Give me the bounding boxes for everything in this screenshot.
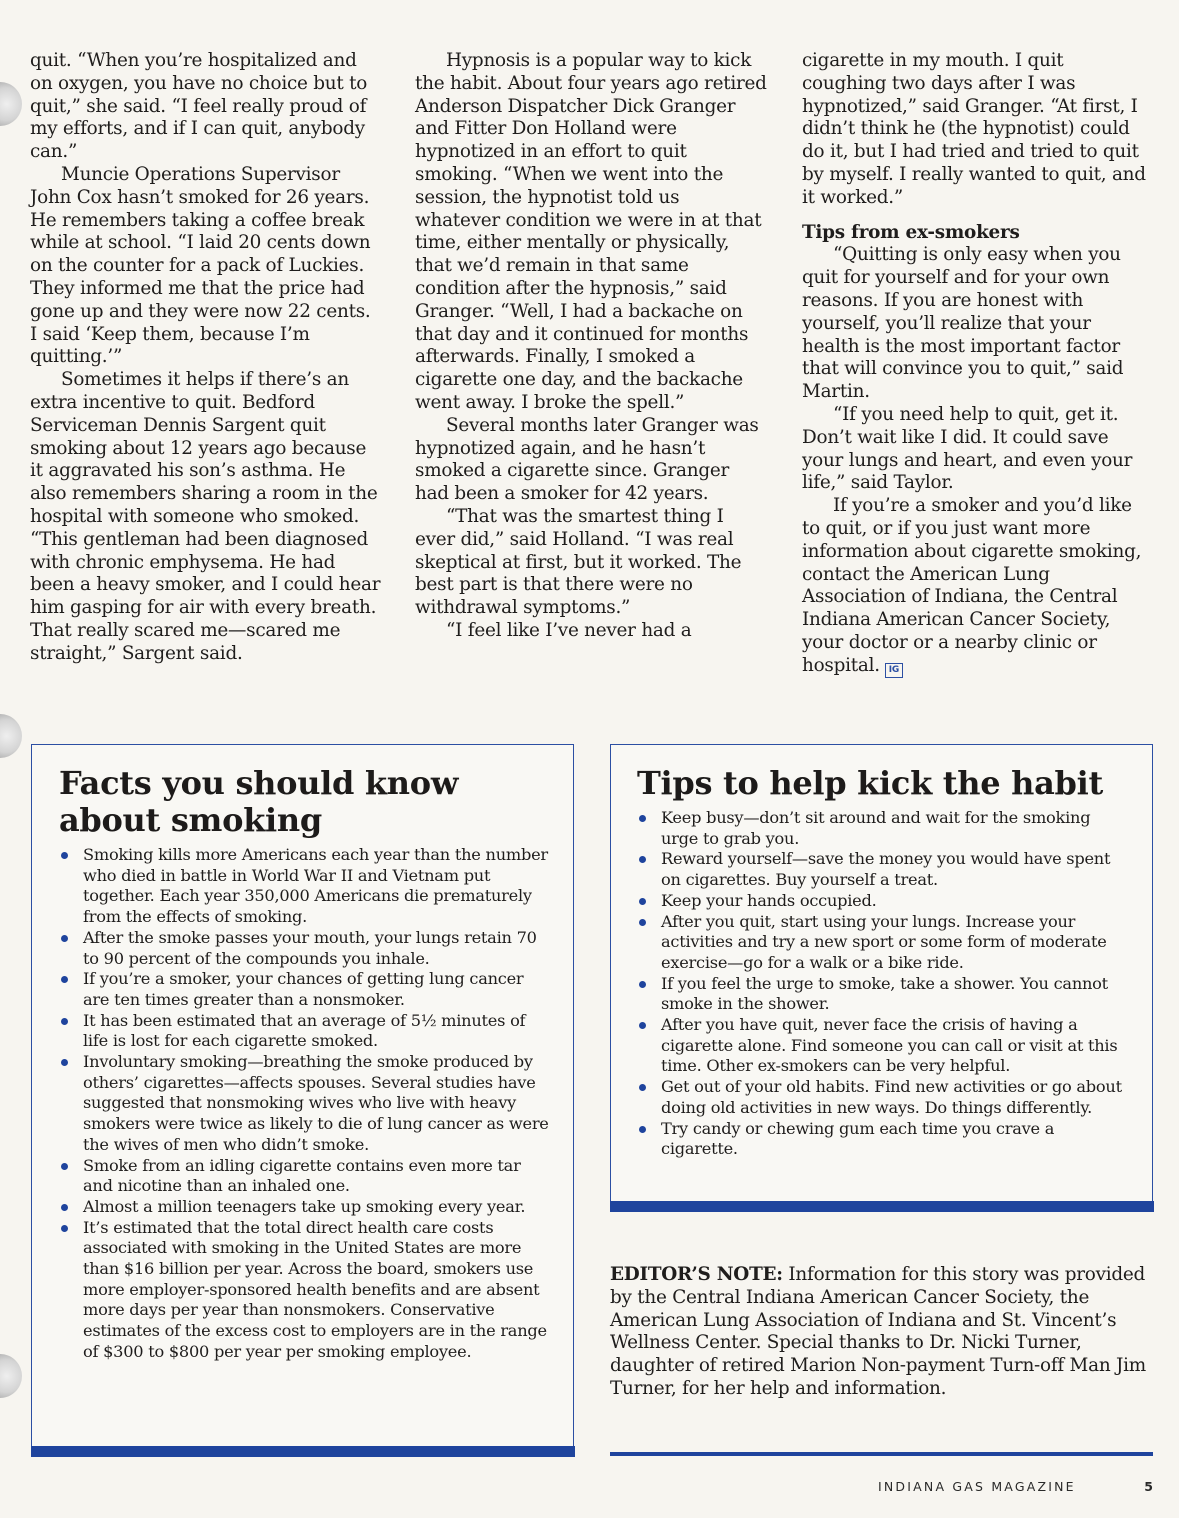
article-column-2 <box>415 50 767 643</box>
list-item-text: Keep busy—don’t sit around and wait for the smoking urge to grab you. <box>661 808 1091 848</box>
editors-note <box>610 1264 1155 1401</box>
editors-note-label: EDITOR’S NOTE: <box>610 1264 783 1285</box>
bullet-icon <box>639 815 646 822</box>
list-item-text: Keep your hands occupied. <box>661 890 877 910</box>
list-item <box>637 1015 1132 1077</box>
binder-hole <box>0 82 22 126</box>
tips-box-title: Tips to help kick the habit <box>637 764 1103 802</box>
bullet-icon <box>639 1084 646 1091</box>
bullet-icon <box>61 1018 68 1025</box>
bullet-icon <box>639 856 646 863</box>
list-item <box>637 808 1132 849</box>
list-item <box>637 849 1132 890</box>
paragraph: quit. “When you’re hospitalized and on oxygen, you have no choice but to quit,” she said. “I feel really proud of my efforts, and if I can quit, anybody can.” <box>30 50 368 163</box>
paragraph: “Quitting is only easy when you quit for yourself and for your own reasons. If you are honest with yourself, you’ll realize that your health is the most important factor that will convince you to quit,” said Martin. <box>802 244 1124 403</box>
list-item-text: After you have quit, never face the crisis of having a cigarette alone. Find someone you can call or visit at this time. Other ex-smokers can be very helpful. <box>661 1015 1118 1076</box>
list-item-text: It has been estimated that an average of 5½ minutes of life is lost for each cigarette smoked. <box>83 1010 526 1051</box>
box-bottom-bar <box>31 1446 575 1457</box>
paragraph-text: If you’re a smoker and you’d like to quit, or if you just want more information about cigarette smoking, contact the American Lung Association of Indiana, the Central Indiana American Cancer Society, your doctor or a nearby clinic or hospital. <box>802 495 1142 676</box>
bullet-icon <box>61 935 68 942</box>
bullet-icon <box>61 1163 68 1170</box>
article-column-1 <box>30 50 382 666</box>
page-footer <box>878 1479 1153 1494</box>
bullet-icon <box>61 852 68 859</box>
list-item <box>637 912 1132 974</box>
list-item <box>59 1011 553 1052</box>
footer-rule <box>610 1452 1153 1456</box>
list-item-text: Reward yourself—save the money you would have spent on cigarettes. Buy yourself a treat. <box>661 849 1111 890</box>
list-item <box>637 1119 1132 1160</box>
page-number: 5 <box>1144 1479 1153 1494</box>
list-item <box>59 1218 553 1363</box>
list-item-text: It’s estimated that the total direct health care costs associated with smoking in the United States are more than $16 billion per year. Across the board, smokers use more employer-sponsored health benefits and are absent more days per year than nonsmokers. Conservative estimates of the excess cost to employers are in the range of $300 to $800 per year per smoking employee. <box>83 1217 547 1361</box>
bullet-icon <box>639 919 646 926</box>
list-item <box>637 1077 1132 1118</box>
end-of-story-icon: IG <box>885 663 903 678</box>
paragraph: “If you need help to quit, get it. Don’t wait like I did. It could save your lungs and heart, and even your life,” said Taylor. <box>802 403 1133 494</box>
list-item <box>59 1197 553 1218</box>
list-item-text: Smoke from an idling cigarette contains even more tar and nicotine than an inhaled one. <box>83 1155 521 1196</box>
paragraph: Sometimes it helps if there’s an extra incentive to quit. Bedford Serviceman Dennis Sargent quit smoking about 12 years ago because it aggravated his son’s asthma. He also remembers sharing a room in the hospital with someone who smoked. “This gentleman had been diagnosed with chronic emphysema. He had been a heavy smoker, and I could hear him gasping for air with every breath. That really scared me—scared me straight,” Sargent said. <box>30 369 381 664</box>
list-item <box>59 928 553 969</box>
binder-hole <box>0 714 22 758</box>
paragraph: Muncie Operations Supervisor John Cox hasn’t smoked for 26 years. He remembers taking a coffee break while at school. “I laid 20 cents down on the counter for a pack of Luckies. They informed me that the price had gone up and they were now 22 cents. I said ‘Keep them, because I’m quitting.’” <box>30 163 371 368</box>
bullet-icon <box>639 981 646 988</box>
tips-sidebar-box <box>610 744 1153 1211</box>
facts-box-title: Facts you should know about smoking <box>59 764 459 839</box>
bullet-icon <box>639 898 646 905</box>
list-item-text: Get out of your old habits. Find new activities or go about doing old activities in new ways. Do things differently. <box>661 1077 1122 1117</box>
paragraph: Hypnosis is a popular way to kick the habit. About four years ago retired Anderson Dispatcher Dick Granger and Fitter Don Holland were hypnotized in an effort to quit smoking. “When we went into the session, the hypnotist told us whatever condition we were in at that time, either mentally or physically, that we’d remain in that same condition after the hypnosis,” said Granger. “Well, I had a backache on that day and it continued for months afterwards. Finally, I smoked a cigarette one day, and the backache went away. I broke the spell.” <box>415 50 767 413</box>
list-item-text: Try candy or chewing gum each time you crave a cigarette. <box>661 1118 1055 1159</box>
section-heading: Tips from ex-smokers <box>802 221 1020 243</box>
paragraph-last <box>802 495 1152 678</box>
box-bottom-bar <box>610 1201 1154 1212</box>
bullet-icon <box>61 1225 68 1232</box>
list-item-text: After you quit, start using your lungs. Increase your activities and try a new sport or some form of moderate exercise—go for a walk or a bike ride. <box>661 911 1107 972</box>
list-item-text: If you’re a smoker, your chances of getting lung cancer are ten times greater than a nonsmoker. <box>83 969 524 1009</box>
facts-sidebar-box <box>31 744 574 1456</box>
paragraph: “I feel like I’ve never had a <box>446 619 692 641</box>
bullet-icon <box>639 1022 646 1029</box>
list-item <box>637 891 1132 912</box>
list-item-text: Involuntary smoking—breathing the smoke produced by others’ cigarettes—affects spouses. Several studies have suggested that nonsmoking wives who live with heavy smokers were twice as likely to die of lung cancer as were the wives of men who didn’t smoke. <box>83 1052 549 1154</box>
list-item <box>637 974 1132 1015</box>
bullet-icon <box>61 1059 68 1066</box>
facts-list <box>59 845 553 1363</box>
list-item-text: If you feel the urge to smoke, take a shower. You cannot smoke in the shower. <box>661 973 1108 1014</box>
editors-note-text: Information for this story was provided by the Central Indiana American Cancer Society, the American Lung Association of Indiana and St. Vincent’s Wellness Center. Special thanks to Dr. Nicki Turner, daughter of retired Marion Non-payment Turn-off Man Jim Turner, for her help and information. <box>610 1264 1146 1399</box>
bullet-icon <box>639 1126 646 1133</box>
list-item-text: Smoking kills more Americans each year than the number who died in battle in World War II and Vietnam put together. Each year 350,000 Americans die prematurely from the effects of smoking. <box>83 845 548 927</box>
paragraph: Several months later Granger was hypnotized again, and he hasn’t smoked a cigarette since. Granger had been a smoker for 42 years. <box>415 414 759 505</box>
paragraph: “That was the smartest thing I ever did,” said Holland. “I was real skeptical at first, but it worked. The best part is that there were no withdrawal symptoms.” <box>415 505 742 619</box>
tips-list <box>637 808 1132 1160</box>
publication-name: INDIANA GAS MAGAZINE <box>878 1479 1076 1494</box>
paragraph: cigarette in my mouth. I quit coughing two days after I was hypnotized,” said Granger. “At first, I didn’t think he (the hypnotist) could do it, but I had tried and tried to quit by myself. I really wanted to quit, and it worked.” <box>802 50 1146 208</box>
list-item <box>59 845 553 928</box>
binder-hole <box>0 1354 22 1398</box>
list-item <box>59 969 553 1010</box>
article-column-3 <box>802 50 1152 678</box>
list-item <box>59 1052 553 1156</box>
bullet-icon <box>61 976 68 983</box>
bullet-icon <box>61 1204 68 1211</box>
list-item-text: Almost a million teenagers take up smoking every year. <box>83 1196 526 1216</box>
list-item <box>59 1156 553 1197</box>
list-item-text: After the smoke passes your mouth, your lungs retain 70 to 90 percent of the compounds you inhale. <box>83 927 537 968</box>
